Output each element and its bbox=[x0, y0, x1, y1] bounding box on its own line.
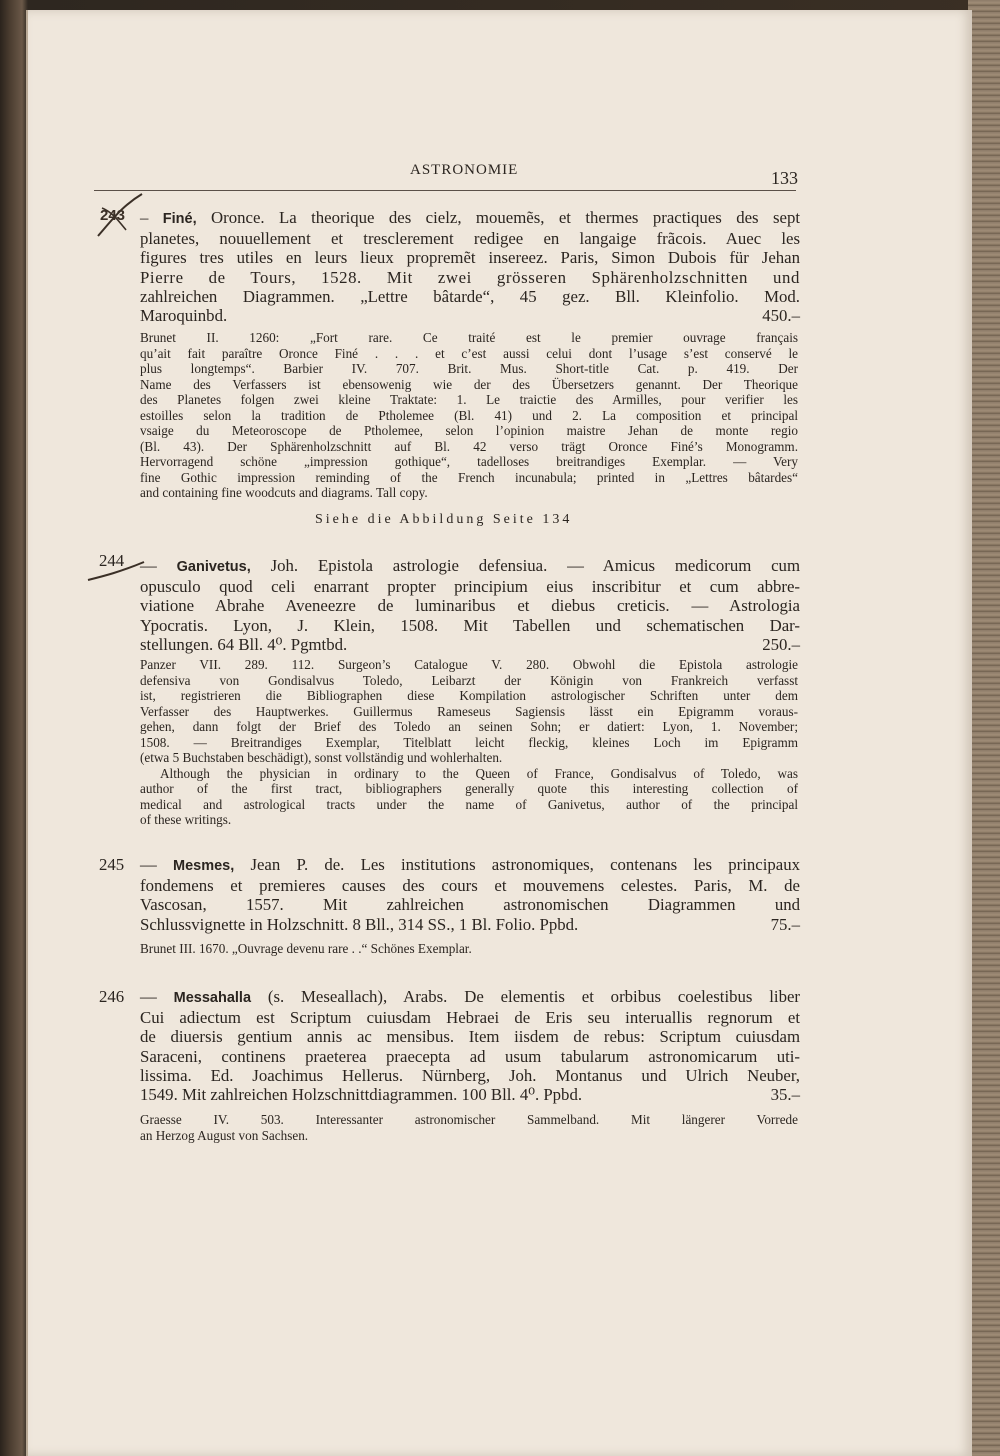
header-rule bbox=[94, 190, 796, 191]
entry-line: viatione Abrahe Aveneezre de luminaribus et diebus creticis. — Astrologia bbox=[140, 596, 800, 616]
entry-line: Maroquinbd. bbox=[140, 306, 228, 326]
entry-price: 450.– bbox=[762, 306, 800, 326]
note-line: Panzer VII. 289. 112. Surgeon’s Catalogue V. 280. Obwohl die Epistola astrologie bbox=[140, 657, 798, 672]
entry-author: Ganivetus, bbox=[176, 559, 251, 575]
entry-line: Ypocratis. Lyon, J. Klein, 1508. Mit Tabellen und schematischen Dar- bbox=[140, 615, 800, 635]
book-edge bbox=[968, 0, 1000, 1456]
note-line: author of the first tract, bibliographers generally quote this interesting collection of bbox=[140, 781, 798, 796]
entry-line: de diuersis gentium annis ac mensibus. Item iisdem de rebus: Scriptum cuiusdam bbox=[140, 1027, 800, 1047]
entry-author: Mesmes, bbox=[172, 858, 235, 874]
entry-number: 244 bbox=[99, 551, 125, 570]
entry-245 bbox=[140, 855, 800, 934]
entry-author: Finé, bbox=[162, 211, 197, 227]
entry-line: stellungen. 64 Bll. 4⁰. Pgmtbd. bbox=[140, 634, 348, 654]
entry-244 bbox=[140, 556, 800, 654]
note-line: Although the physician in ordinary to the Queen of France, Gondisalvus of Toledo, was bbox=[160, 765, 798, 781]
note-line: Graesse IV. 503. Interessanter astronomischer Sammelband. Mit längerer Vorrede bbox=[140, 1112, 798, 1127]
note-246 bbox=[140, 1112, 798, 1143]
entry-mark: — bbox=[140, 987, 157, 1006]
entry-author: Messahalla bbox=[173, 990, 252, 1006]
entry-line: Vascosan, 1557. Mit zahlreichen astronomischen Diagrammen und bbox=[140, 895, 800, 915]
entry-line: Schlussvignette in Holzschnitt. 8 Bll., 314 SS., 1 Bl. Folio. Ppbd. bbox=[140, 914, 579, 934]
entry-243 bbox=[140, 208, 800, 325]
entry-number: 246 bbox=[99, 987, 125, 1006]
entry-line: lissima. Ed. Joachimus Hellerus. Nürnberg, Joh. Montanus und Ulrich Neuber, bbox=[140, 1065, 800, 1085]
note-line: gehen, dann folgt der Brief des Toledo an seinen Sohn; er datiert: Lyon, 1. November; bbox=[140, 719, 798, 734]
entry-line: 1549. Mit zahlreichen Holzschnittdiagrammen. 100 Bll. 4⁰. Ppbd. bbox=[140, 1085, 583, 1105]
note-244 bbox=[140, 657, 798, 828]
entry-line: zahlreichen Diagrammen. „Lettre bâtarde“, 45 gez. Bll. Kleinfolio. Mod. bbox=[140, 286, 800, 306]
entry-246 bbox=[140, 987, 800, 1104]
note-line: 1508. — Breitrandiges Exemplar, Titelblatt leicht fleckig, kleines Loch im Epigramm bbox=[140, 734, 798, 750]
see-also: Siehe die Abbildung Seite 134 bbox=[315, 512, 573, 527]
note-line: vsaige du Meteoroscope de Ptholemee, selon l’opinion maistre Jehan de monte regio bbox=[140, 423, 798, 438]
entry-line: Saraceni, continens praeterea praecepta ad usum tabularum astronomicarum uti- bbox=[140, 1046, 800, 1066]
note-line: des Planetes folgen zwei kleine Traktate: 1. Le traictie des Armilles, pour verifier les bbox=[140, 392, 798, 407]
note-line: Brunet II. 1260: „Fort rare. Ce traité est le premier ouvrage français bbox=[140, 330, 798, 345]
entry-line: planetes, nouuellement et tresclerement redigee en langaige frãcois. Auec les bbox=[140, 229, 800, 249]
entry-line: figures tres utiles en leurs lieux propremẽt insereez. Paris, Simon Dubois für Jehan bbox=[140, 248, 800, 268]
entry-line: Joh. Epistola astrologie defensiua. — Amicus medicorum cum bbox=[270, 556, 800, 575]
note-line: (Bl. 43). Der Sphärenholzschnitt auf Bl. 42 verso trägt Oronce Finé’s Monogramm. bbox=[140, 438, 798, 454]
page-number: 133 bbox=[771, 168, 798, 188]
note-line: Brunet III. 1670. „Ouvrage devenu rare . .“ Schönes Exemplar. bbox=[140, 941, 472, 956]
entry-mark: – bbox=[140, 208, 149, 227]
note-line: medical and astrological tracts under the name of Ganivetus, author of the principal bbox=[140, 796, 798, 812]
entry-line: fondemens et premieres causes des cours et mouvemens celestes. Paris, M. de bbox=[140, 876, 800, 896]
note-line: ist, registrieren die Bibliographen diese Kompilation astrologischer Schriften unter dem bbox=[140, 688, 798, 703]
entry-mark: — bbox=[140, 855, 157, 874]
note-line: Verfasser des Hauptwerkes. Guillermus Rameseus Sagiensis lässt ein Epigramm voraus- bbox=[140, 703, 798, 719]
running-head: ASTRONOMIE bbox=[410, 162, 519, 178]
entry-line: Jean P. de. Les institutions astronomiques, contenans les principaux bbox=[250, 855, 800, 874]
entry-number: 245 bbox=[99, 855, 125, 874]
note-line: fine Gothic impression reminding of the French incunabula; printed in „Lettres bâtardes“ bbox=[140, 469, 798, 485]
note-line: defensiva von Gondisalvus Toledo, Leibarzt der Königin von Frankreich verfasst bbox=[140, 672, 798, 688]
entry-price: 250.– bbox=[762, 634, 800, 654]
note-line: of these writings. bbox=[140, 812, 232, 827]
note-line: and containing fine woodcuts and diagrams. Tall copy. bbox=[140, 485, 428, 500]
note-line: (etwa 5 Buchstaben beschädigt), sonst vollständig und wohlerhalten. bbox=[140, 750, 503, 765]
note-line: Hervorragend schöne „impression gothique“, tadelloses breitrandiges Exemplar. — Very bbox=[140, 454, 798, 469]
entry-line: (s. Meseallach), Arabs. De elementis et orbibus coelestibus liber bbox=[267, 987, 801, 1006]
entry-line: Oronce. La theorique des cielz, mouemẽs, et thermes practiques des sept bbox=[211, 208, 800, 227]
entry-price: 75.– bbox=[770, 914, 800, 934]
note-line: Name des Verfassers ist ebensowenig wie der des Übersetzers genannt. Der Theorique bbox=[140, 376, 798, 392]
note-line: an Herzog August von Sachsen. bbox=[140, 1127, 309, 1143]
entry-price: 35.– bbox=[770, 1085, 800, 1105]
note-line: estoilles selon la tradition de Ptholemee (Bl. 41) und 2. La composition et principal bbox=[140, 407, 798, 423]
note-line: plus longtemps“. Barbier IV. 707. Brit. Mus. Short-title Cat. p. 419. Der bbox=[140, 361, 798, 376]
entry-line: Cui adiectum est Scriptum cuiusdam Hebraei de Eris seu interuallis regnorum et bbox=[140, 1008, 800, 1028]
note-line: qu’ait fait paraître Oronce Finé . . . et c’est aussi celui dont l’usage s’est conservé le bbox=[140, 345, 798, 361]
entry-line: opusculo quod celi enarrant propter principium eius inscribitur et cum abbre- bbox=[140, 577, 800, 597]
note-245 bbox=[140, 941, 798, 957]
note-243 bbox=[140, 330, 798, 501]
svg-text:243: 243 bbox=[100, 207, 126, 224]
entry-line: Pierre de Tours, 1528. Mit zwei grösseren Sphärenholzschnitten und bbox=[140, 267, 800, 287]
entry-mark: — bbox=[140, 556, 157, 575]
